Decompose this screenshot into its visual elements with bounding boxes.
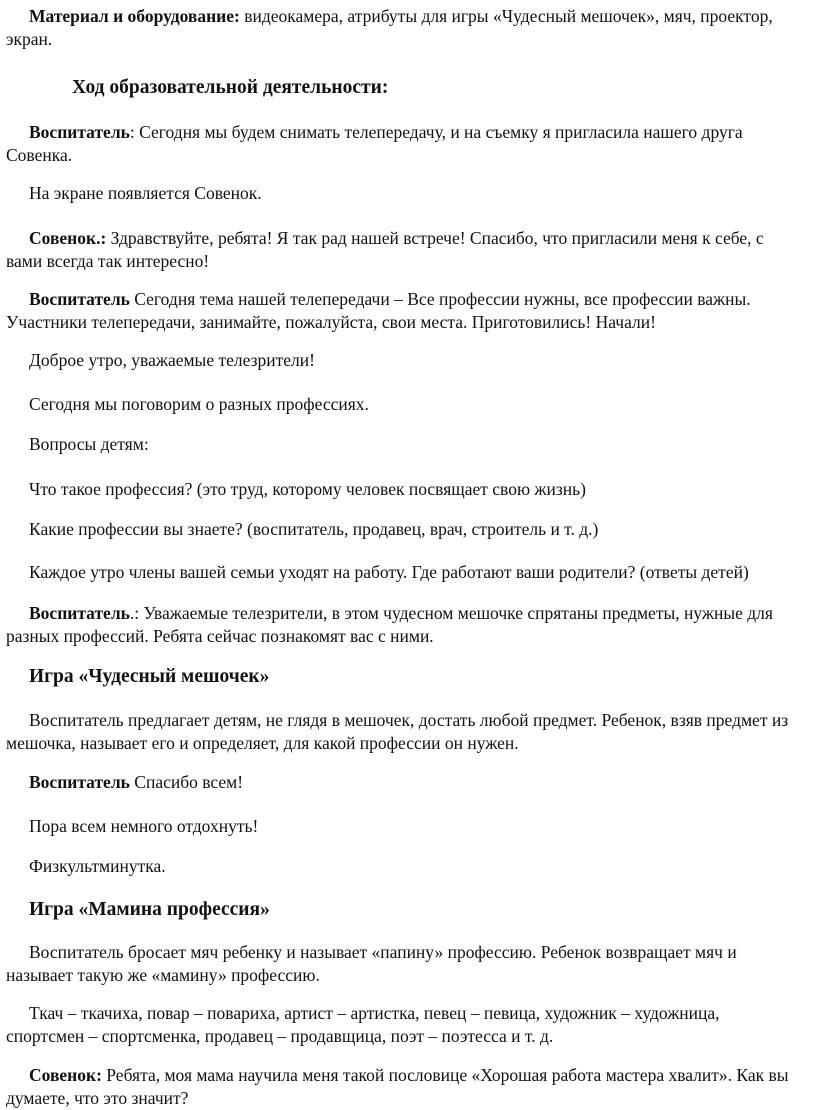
paragraph-owl-proverb [6,1064,796,1110]
game2-heading: Игра «Мамина профессия» [29,899,270,920]
paragraph-teacher-topic [6,288,796,334]
paragraph-exercise: Физкультминутка. [29,856,166,876]
paragraph-questions-label: Вопросы детям: [29,434,149,454]
paragraph-text: .: Уважаемые телезрители, в этом чудесном мешочке спрятаны предметы, нужные для разных профессий. Ребята сейчас познакомят вас с ними. [6,603,773,646]
paragraph-question-1: Что такое профессия? (это труд, которому человек посвящает свою жизнь) [29,479,586,499]
paragraph-profession-pairs: Ткач – ткачиха, повар – повариха, артист – артистка, певец – певица, художник – художница, спортсмен – спортсменка, продавец – продавщица, поэт – поэтесса и т. д. [6,1003,720,1046]
paragraph-owl-greeting [6,227,796,273]
paragraph-teacher-thanks [6,771,796,794]
paragraph-rest: Пора всем немного отдохнуть! [29,816,259,836]
paragraph-text: Ребята, моя мама научила меня такой пословице «Хорошая работа мастера хвалит». Как вы думаете, что это значит? [6,1065,789,1108]
materials-paragraph [6,5,796,51]
paragraph-game2-rules: Воспитатель бросает мяч ребенку и называет «папину» профессию. Ребенок возвращает мяч и называет такую же «мамину» профессию. [6,942,737,985]
paragraph-question-2: Какие профессии вы знаете? (воспитатель, продавец, врач, строитель и т. д.) [29,519,599,539]
course-heading: Ход образовательной деятельности: [72,77,389,98]
speaker-label: Совенок: [29,1065,102,1085]
game1-heading: Игра «Чудесный мешочек» [29,666,270,687]
paragraph-question-3: Каждое утро члены вашей семьи уходят на работу. Где работают ваши родители? (ответы детей) [29,562,749,582]
paragraph-teacher-intro [6,121,796,167]
paragraph-good-morning: Доброе утро, уважаемые телезрители! [29,350,315,370]
materials-label: Материал и оборудование: [29,6,240,26]
paragraph-today-professions: Сегодня мы поговорим о разных профессиях. [29,394,369,414]
paragraph-text: Спасибо всем! [129,772,244,792]
paragraph-text: Здравствуйте, ребята! Я так рад нашей встрече! Спасибо, что пригласили меня к себе, с вами всегда так интересно! [6,228,764,271]
materials-text: видеокамера, атрибуты для игры «Чудесный мешочек», мяч, проектор, экран. [6,6,773,49]
paragraph-owl-appears: На экране появляется Совенок. [29,183,262,203]
paragraph-teacher-bag [6,602,796,648]
speaker-label: Совенок.: [29,228,107,248]
paragraph-text: : Сегодня мы будем снимать телепередачу, и на съемку я пригласила нашего друга Совенка. [6,122,743,165]
paragraph-text: Сегодня тема нашей телепередачи – Все профессии нужны, все профессии важны. Участники телепередачи, занимайте, пожалуйста, свои места. Приготовились! Начали! [6,289,751,332]
speaker-label: Воспитатель [29,122,130,142]
speaker-label: Воспитатель [29,289,130,309]
speaker-label: Воспитатель [29,772,130,792]
speaker-label: Воспитатель [29,603,130,623]
paragraph-game1-rules: Воспитатель предлагает детям, не глядя в мешочек, достать любой предмет. Ребенок, взяв предмет из мешочка, называет его и определяет, для какой профессии он нужен. [6,710,789,753]
